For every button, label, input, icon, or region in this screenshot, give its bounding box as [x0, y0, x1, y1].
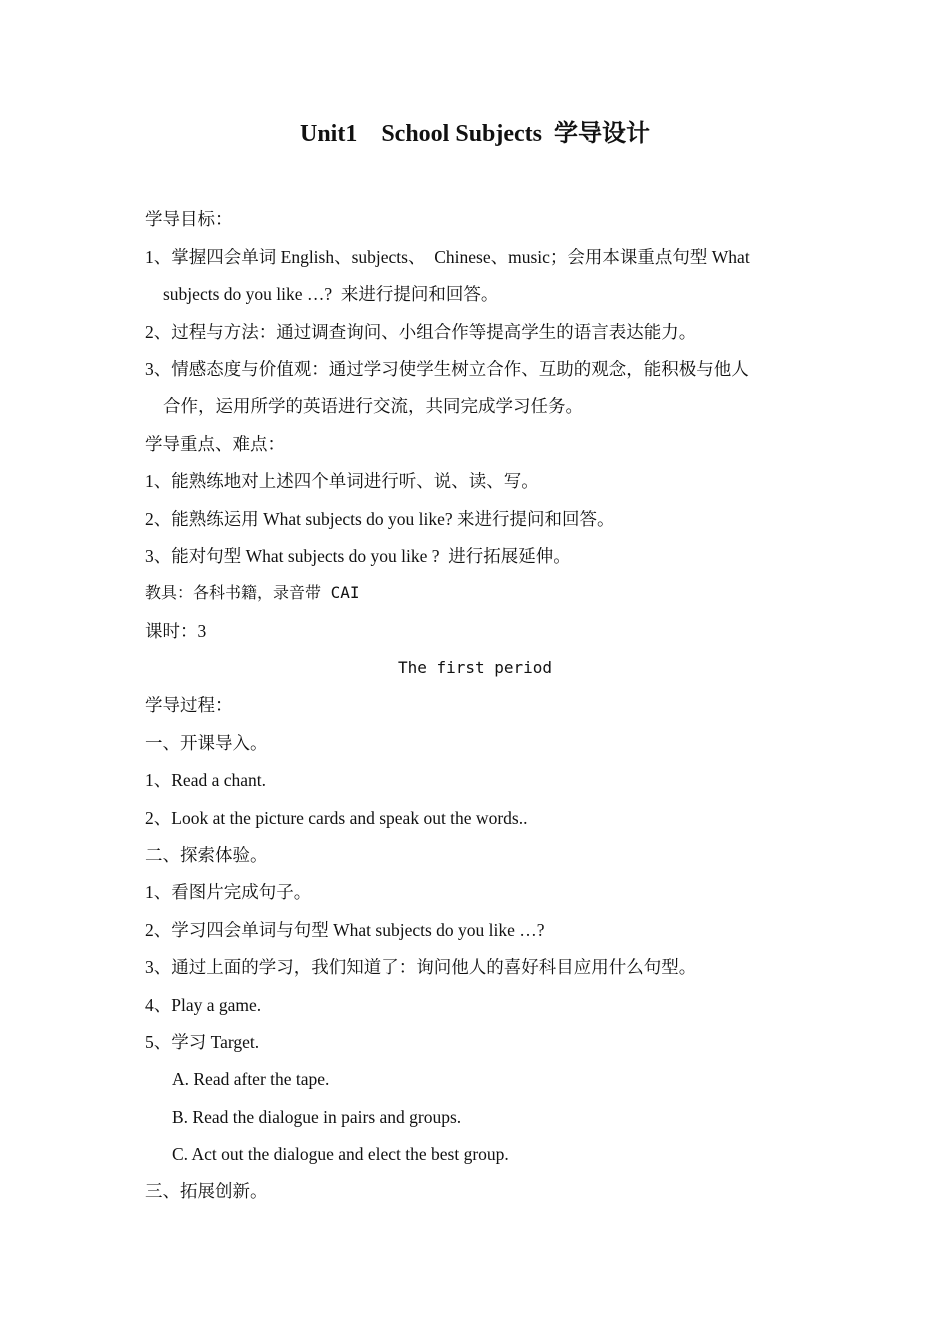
objective-1: 1、掌握四会单词 English、subjects、 Chinese、music；会用本课重点句型 What — [145, 247, 750, 267]
key-point-2: 2、能熟练运用 What subjects do you like? 来进行提问和回答。 — [145, 509, 615, 529]
key-point-3: 3、能对句型 What subjects do you like ? 进行拓展延伸。 — [145, 546, 571, 566]
class-hours: 课时：3 — [145, 621, 207, 641]
key-point-1: 1、能熟练地对上述四个单词进行听、说、读、写。 — [145, 471, 539, 491]
step-1-1: 1、Read a chant. — [145, 770, 266, 790]
substep-c: C. Act out the dialogue and elect the best group. — [172, 1144, 509, 1164]
section-heading-objectives: 学导目标： — [145, 209, 233, 229]
step-2-3: 3、通过上面的学习，我们知道了：询问他人的喜好科目应用什么句型。 — [145, 957, 697, 977]
part-2-heading: 二、探索体验。 — [145, 845, 268, 865]
step-2-5: 5、学习 Target. — [145, 1032, 260, 1052]
section-heading-process: 学导过程： — [145, 695, 233, 715]
period-heading: The first period — [397, 658, 553, 677]
part-1-heading: 一、开课导入。 — [145, 733, 268, 753]
step-2-1: 1、看图片完成句子。 — [145, 882, 312, 902]
objective-1-continued: subjects do you like …? 来进行提问和回答。 — [163, 284, 499, 304]
objective-2: 2、过程与方法：通过调查询问、小组合作等提高学生的语言表达能力。 — [145, 322, 697, 342]
step-1-2: 2、Look at the picture cards and speak out the words.. — [145, 808, 528, 828]
objective-3: 3、情感态度与价值观：通过学习使学生树立合作、互助的观念，能积极与他人 — [145, 359, 749, 379]
substep-b: B. Read the dialogue in pairs and groups. — [172, 1107, 462, 1127]
objective-3-continued: 合作，运用所学的英语进行交流，共同完成学习任务。 — [163, 396, 583, 416]
section-heading-key-points: 学导重点、难点： — [145, 434, 285, 454]
step-2-4: 4、Play a game. — [145, 995, 262, 1015]
part-3-heading: 三、拓展创新。 — [145, 1181, 268, 1201]
step-2-2: 2、学习四会单词与句型 What subjects do you like …? — [145, 920, 545, 940]
teaching-aids: 教具：各科书籍，录音带 CAI — [145, 583, 360, 602]
document-title: Unit1 School Subjects 学导设计 — [299, 121, 651, 147]
substep-a: A. Read after the tape. — [172, 1069, 330, 1089]
